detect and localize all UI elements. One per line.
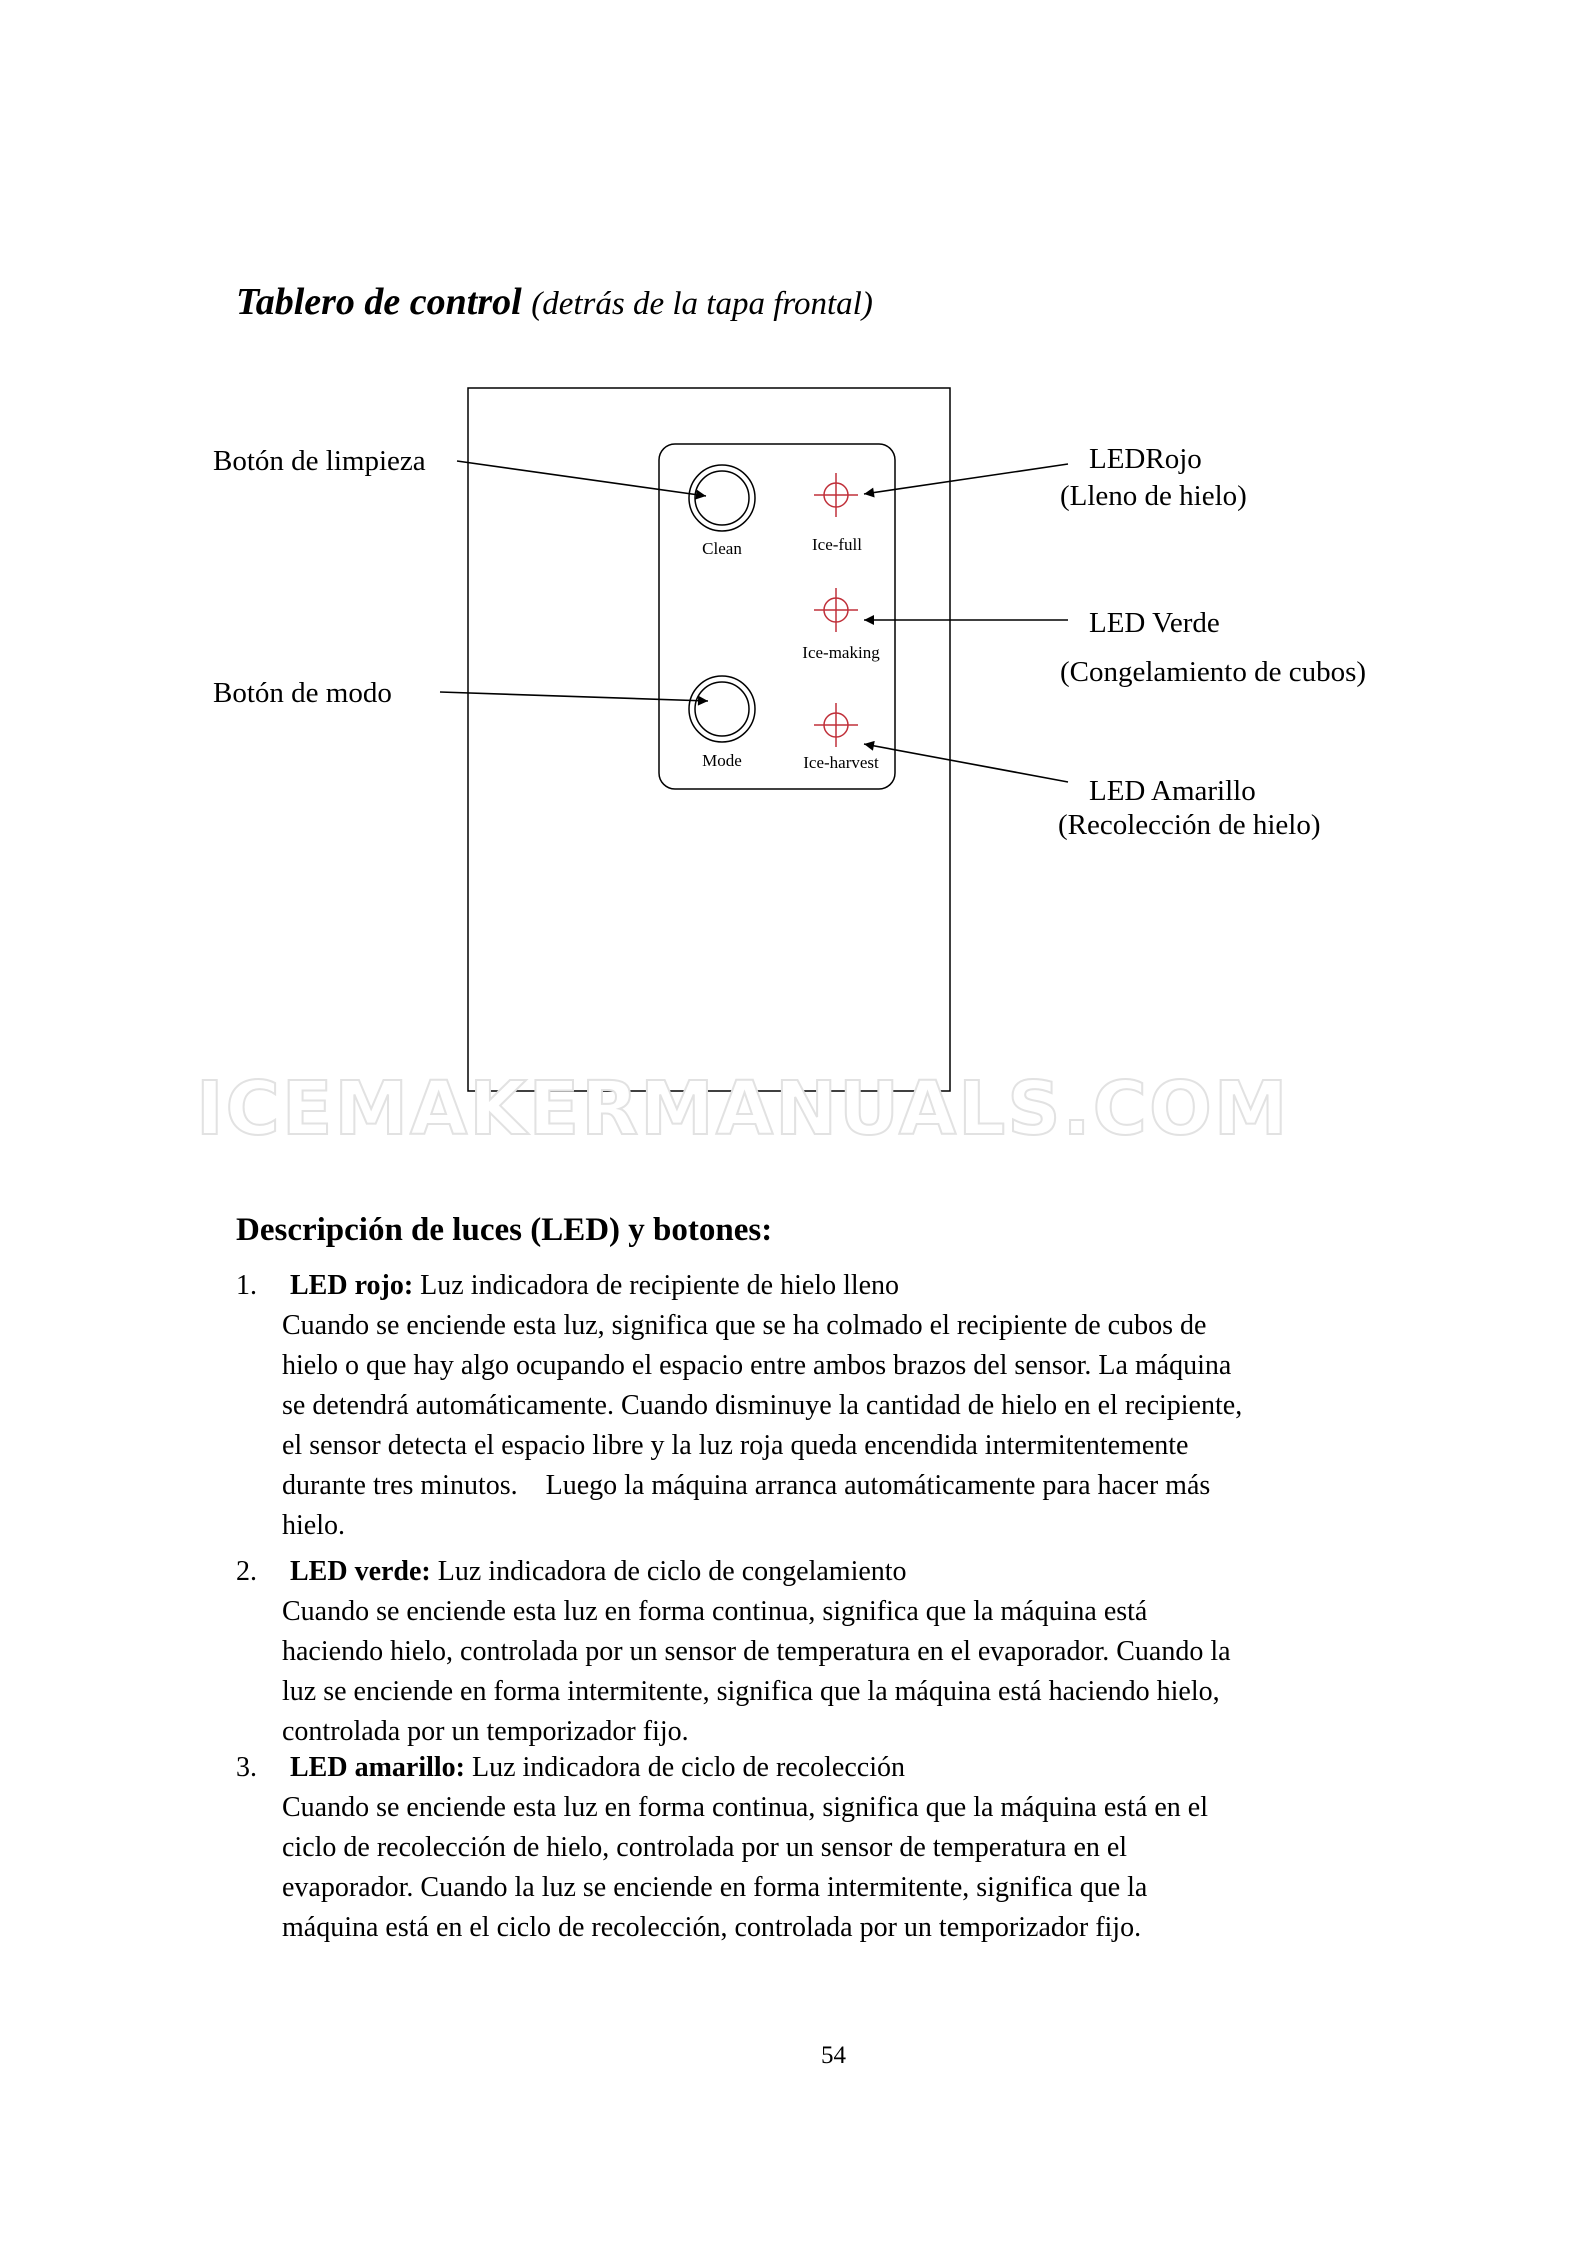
page-number: 54 [821, 2042, 846, 2069]
green-led-indicator [814, 588, 858, 632]
green-led-description: (Congelamiento de cubos) [1060, 656, 1367, 688]
list-item-label: LED amarillo: [290, 1752, 465, 1783]
ice-making-label: Ice-making [802, 643, 880, 662]
list-item-heading: Luz indicadora de ciclo de congelamiento [430, 1556, 907, 1587]
body-line: luz se enciende en forma intermitente, significa que la máquina está haciendo hielo, [282, 1676, 1220, 1707]
list-number: 1. [236, 1270, 257, 1301]
clean-button[interactable] [689, 465, 755, 531]
body-line: Cuando se enciende esta luz en forma continua, significa que la máquina está [282, 1596, 1148, 1627]
green-led-callout: LED Verde [1089, 607, 1220, 639]
list-number: 3. [236, 1752, 257, 1783]
body-line: evaporador. Cuando la luz se enciende en forma intermitente, significa que la [282, 1872, 1148, 1903]
clean-label: Clean [702, 539, 742, 558]
clean-button-callout: Botón de limpieza [213, 445, 426, 477]
body-line: hielo o que hay algo ocupando el espacio entre ambos brazos del sensor. La máquina [282, 1350, 1232, 1381]
ice-full-label: Ice-full [811, 535, 863, 554]
body-line: Cuando se enciende esta luz, significa que se ha colmado el recipiente de cubos de [282, 1310, 1207, 1341]
red-led-callout: LEDRojo [1089, 443, 1202, 475]
red-led-description: (Lleno de hielo) [1060, 480, 1247, 512]
body-line: durante tres minutos. Luego la máquina arranca automáticamente para hacer más [282, 1470, 1211, 1501]
body-line: el sensor detecta el espacio libre y la luz roja queda encendida intermitentemente [282, 1430, 1189, 1461]
mode-button-callout: Botón de modo [213, 677, 392, 709]
yellow-led-indicator [814, 703, 858, 747]
body-line: haciendo hielo, controlada por un sensor de temperatura en el evaporador. Cuando la [282, 1636, 1231, 1667]
list-item-title [290, 1556, 907, 1588]
body-line: controlada por un temporizador fijo. [282, 1716, 689, 1747]
title-subtitle: (detrás de la tapa frontal) [531, 286, 873, 322]
body-line: hielo. [282, 1510, 345, 1541]
ice-harvest-label: Ice-harvest [803, 753, 879, 772]
control-panel-diagram [0, 0, 1587, 1120]
title-bold: Tablero de control [236, 281, 522, 323]
mode-button-arrow [440, 692, 708, 701]
body-line: Cuando se enciende esta luz en forma continua, significa que la máquina está en el [282, 1792, 1208, 1823]
yellow-led-callout: LED Amarillo [1089, 775, 1256, 807]
body-line: ciclo de recolección de hielo, controlada por un sensor de temperatura en el [282, 1832, 1128, 1863]
body-line: se detendrá automáticamente. Cuando disminuye la cantidad de hielo en el recipiente, [282, 1390, 1243, 1421]
red-led-indicator [814, 473, 858, 517]
clean-button-arrow [457, 461, 706, 496]
list-item-heading: Luz indicadora de ciclo de recolección [465, 1752, 905, 1783]
list-item-title [290, 1752, 905, 1784]
list-item-label: LED rojo: [290, 1270, 414, 1301]
section-heading: Descripción de luces (LED) y botones: [236, 1212, 773, 1248]
list-item-label: LED verde: [290, 1556, 431, 1587]
mode-label: Mode [702, 751, 742, 770]
watermark: ICEMAKERMANUALS.COM [196, 1066, 1290, 1152]
list-number: 2. [236, 1556, 257, 1587]
list-item-heading: Luz indicadora de recipiente de hielo lleno [413, 1270, 900, 1301]
list-item-title [290, 1270, 899, 1302]
body-line: máquina está en el ciclo de recolección, controlada por un temporizador fijo. [282, 1912, 1142, 1943]
mode-button[interactable] [689, 676, 755, 742]
yellow-led-description: (Recolección de hielo) [1058, 809, 1321, 841]
